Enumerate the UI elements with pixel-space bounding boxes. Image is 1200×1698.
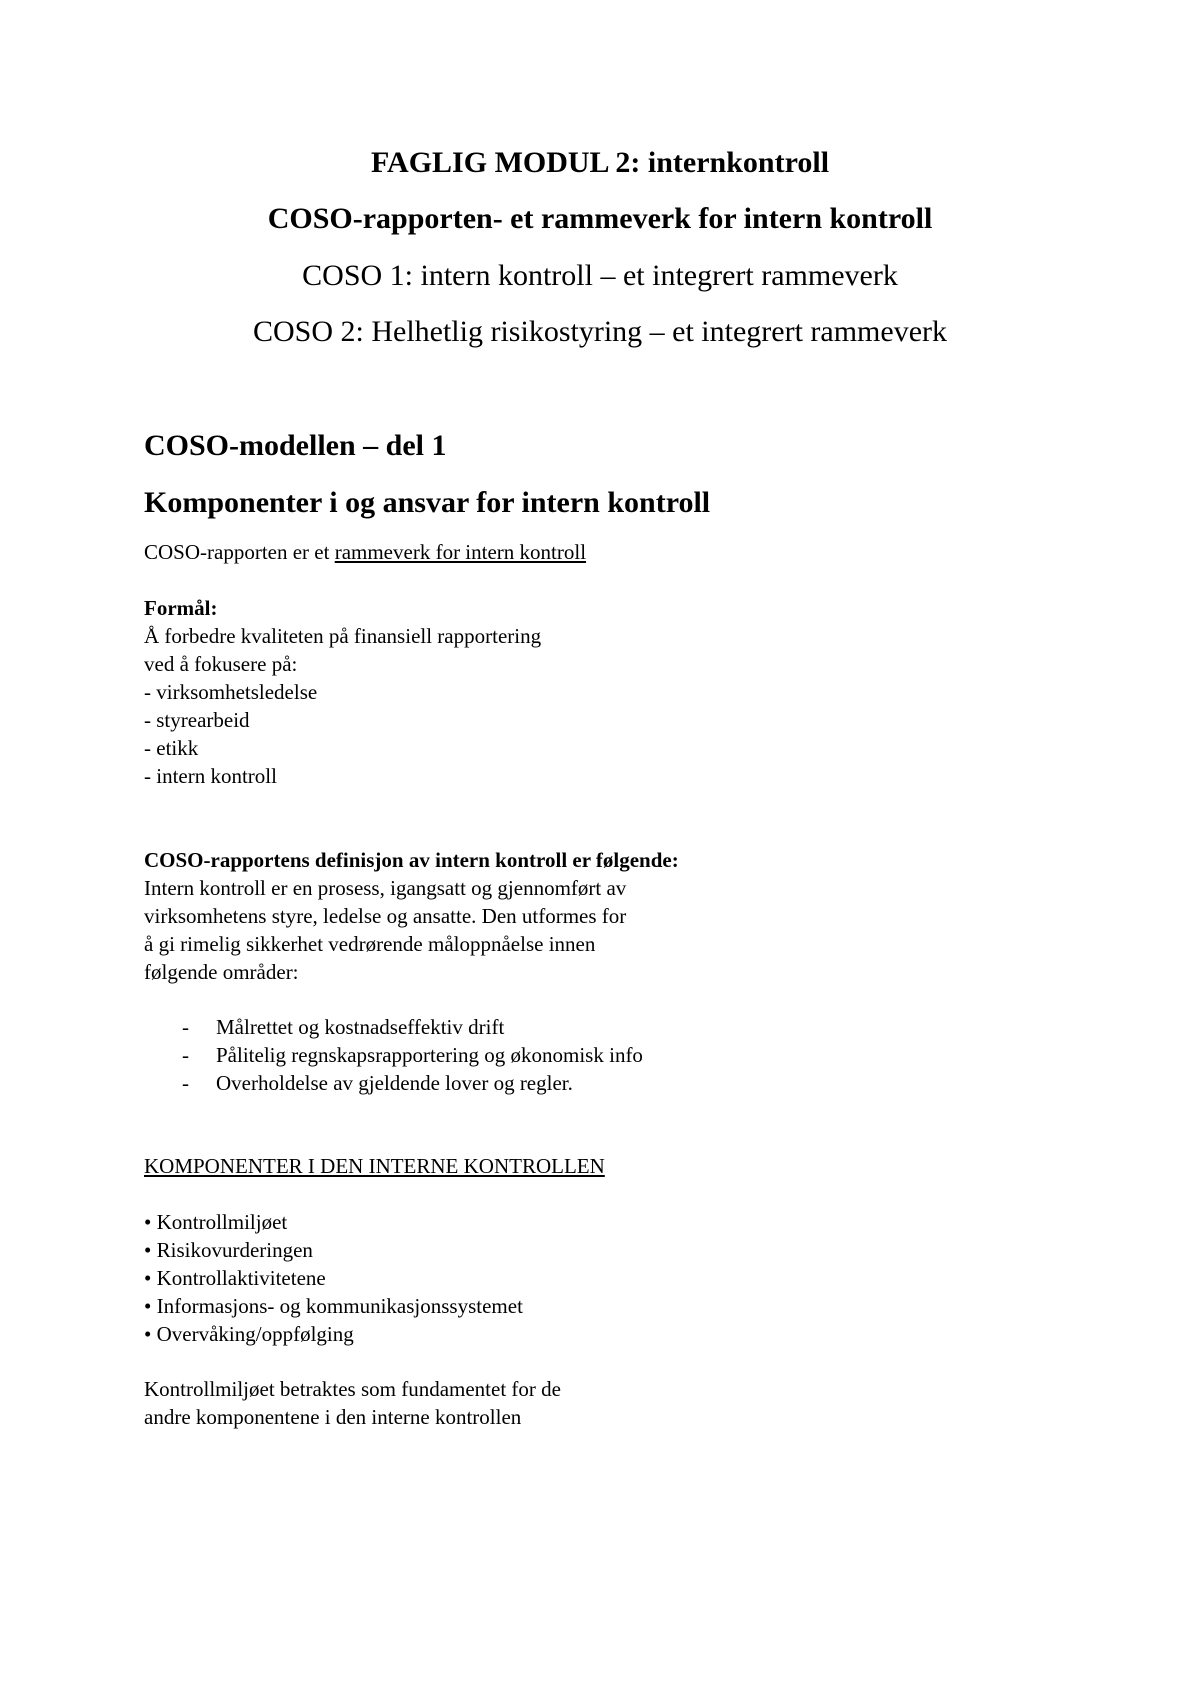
intro-paragraph [144, 538, 586, 566]
closing-line: Kontrollmiljøet betraktes som fundamentet for de [144, 1377, 561, 1401]
purpose-label: Formål: [144, 596, 218, 620]
intro-text: COSO-rapporten er et [144, 540, 335, 564]
purpose-line: - intern kontroll [144, 764, 277, 788]
definition-line: følgende områder: [144, 960, 299, 984]
section-heading-components: Komponenter i og ansvar for intern kontroll [144, 486, 711, 519]
definition-line: Intern kontroll er en prosess, igangsatt og gjennomført av [144, 876, 627, 900]
definition-line: å gi rimelig sikkerhet vedrørende måloppnåelse innen [144, 932, 596, 956]
list-item: • Kontrollaktivitetene [144, 1266, 326, 1290]
list-item [144, 1013, 643, 1041]
list-item: • Informasjons- og kommunikasjonssystemet [144, 1294, 523, 1318]
module-title: FAGLIG MODUL 2: internkontroll [370, 146, 830, 179]
purpose-line: - styrearbeid [144, 708, 250, 732]
closing-paragraph [144, 1375, 561, 1431]
intro-underlined-text: rammeverk for intern kontroll [334, 540, 587, 564]
definition-line: virksomhetens styre, ledelse og ansatte. Den utformes for [144, 904, 627, 928]
list-item [144, 1041, 643, 1069]
dash-marker: - [182, 1043, 189, 1067]
purpose-line: Å forbedre kvaliteten på finansiell rapportering [144, 624, 542, 648]
list-item: • Overvåking/oppfølging [144, 1322, 354, 1346]
list-item: • Kontrollmiljøet [144, 1210, 288, 1234]
purpose-block [144, 594, 541, 790]
objective-text: Målrettet og kostnadseffektiv drift [216, 1015, 505, 1039]
definition-label: COSO-rapportens definisjon av intern kontroll er følgende: [144, 848, 679, 872]
definition-block [144, 846, 679, 986]
list-item: • Risikovurderingen [144, 1238, 313, 1262]
components-list [144, 1208, 523, 1348]
coso2-subtitle: COSO 2: Helhetlig risikostyring – et integrert rammeverk [252, 315, 948, 348]
report-title: COSO-rapporten- et rammeverk for intern kontroll [267, 202, 933, 235]
coso1-subtitle: COSO 1: intern kontroll – et integrert rammeverk [302, 259, 898, 292]
dash-marker: - [182, 1071, 189, 1095]
components-heading: KOMPONENTER I DEN INTERNE KONTROLLEN [144, 1154, 605, 1178]
objectives-list [144, 1013, 643, 1097]
objective-text: Pålitelig regnskapsrapportering og økonomisk info [216, 1043, 643, 1067]
objective-text: Overholdelse av gjeldende lover og regler. [216, 1071, 573, 1095]
list-item [144, 1069, 643, 1097]
purpose-line: - etikk [144, 736, 199, 760]
purpose-line: - virksomhetsledelse [144, 680, 318, 704]
closing-line: andre komponentene i den interne kontrollen [144, 1405, 522, 1429]
purpose-line: ved å fokusere på: [144, 652, 298, 676]
dash-marker: - [182, 1015, 189, 1039]
section-heading-model: COSO-modellen – del 1 [144, 429, 447, 462]
